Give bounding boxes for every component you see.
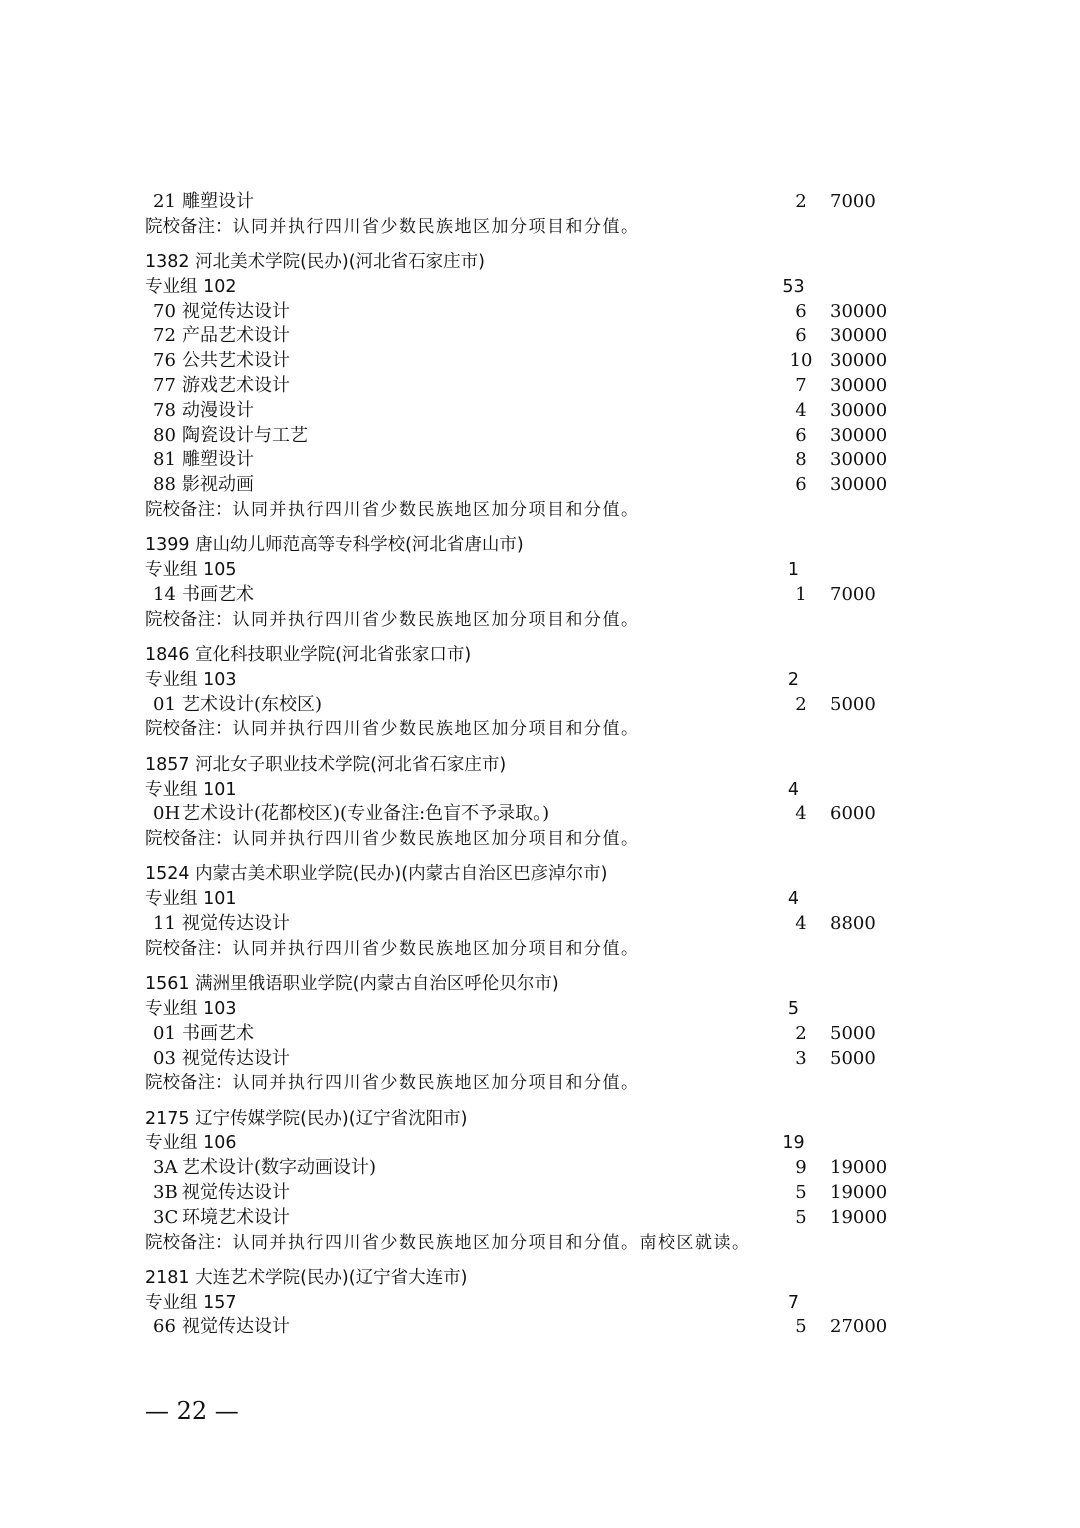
major-group-label: 专业组 157 bbox=[145, 1292, 237, 1313]
major-code: 01 bbox=[153, 1022, 176, 1044]
school-note-text: 认同并执行四川省少数民族地区加分项目和分值。南校区就读。 bbox=[232, 1232, 751, 1253]
major-group-count: 4 bbox=[787, 889, 800, 910]
major-tuition: 7000 bbox=[830, 583, 876, 605]
school-title: 1524 内蒙古美术职业学院(民办)(内蒙古自治区巴彦淖尔市) bbox=[145, 864, 608, 885]
major-name: 书画艺术 bbox=[182, 1022, 254, 1044]
major-plan-count: 8 bbox=[795, 449, 807, 471]
major-row bbox=[0, 1047, 1080, 1072]
major-code: 66 bbox=[153, 1316, 176, 1338]
school-note bbox=[0, 937, 1080, 962]
school-header bbox=[0, 250, 1080, 275]
school-note bbox=[0, 1071, 1080, 1096]
major-code: 3A bbox=[153, 1157, 178, 1179]
major-group-count: 19 bbox=[782, 1133, 805, 1154]
school-title: 1399 唐山幼儿师范高等专科学校(河北省唐山市) bbox=[145, 535, 524, 556]
major-group-count: 53 bbox=[782, 276, 805, 297]
major-tuition: 5000 bbox=[830, 1047, 876, 1069]
major-code: 80 bbox=[153, 424, 176, 446]
major-code: 11 bbox=[153, 913, 176, 935]
major-plan-count: 10 bbox=[789, 350, 813, 372]
major-name: 陶瓷设计与工艺 bbox=[182, 424, 308, 446]
school-note-content bbox=[145, 827, 640, 852]
major-name: 艺术设计(花都校区)(专业备注:色盲不予录取。) bbox=[182, 803, 550, 825]
major-plan-count: 6 bbox=[795, 325, 807, 347]
major-tuition: 19000 bbox=[830, 1206, 888, 1228]
major-tuition: 30000 bbox=[830, 375, 888, 397]
major-group-row bbox=[0, 558, 1080, 583]
school-note-text: 认同并执行四川省少数民族地区加分项目和分值。 bbox=[232, 719, 640, 740]
major-name: 公共艺术设计 bbox=[182, 350, 290, 372]
major-row bbox=[0, 424, 1080, 449]
major-group-row bbox=[0, 887, 1080, 912]
major-name: 书画艺术 bbox=[182, 583, 254, 605]
major-group-count: 4 bbox=[787, 779, 800, 800]
school-note-content bbox=[145, 498, 640, 523]
school-header bbox=[0, 753, 1080, 778]
major-code: 70 bbox=[153, 300, 176, 322]
school-note-content bbox=[145, 937, 640, 962]
school-note bbox=[0, 717, 1080, 742]
school-note-label: 院校备注： bbox=[145, 719, 233, 740]
major-group-row bbox=[0, 997, 1080, 1022]
major-code: 0H bbox=[153, 803, 181, 825]
major-row bbox=[0, 1181, 1080, 1206]
school-header bbox=[0, 972, 1080, 997]
school-note-content bbox=[145, 1071, 640, 1096]
school-note-label: 院校备注： bbox=[145, 216, 233, 237]
major-group-row bbox=[0, 668, 1080, 693]
major-name: 视觉传达设计 bbox=[182, 913, 290, 935]
school-note-text: 认同并执行四川省少数民族地区加分项目和分值。 bbox=[232, 216, 640, 237]
major-row bbox=[0, 1156, 1080, 1181]
major-name: 动漫设计 bbox=[182, 399, 254, 421]
major-name: 影视动画 bbox=[182, 474, 254, 496]
school-note-text: 认同并执行四川省少数民族地区加分项目和分值。 bbox=[232, 1073, 640, 1094]
major-tuition: 5000 bbox=[830, 1022, 876, 1044]
major-code: 76 bbox=[153, 350, 176, 372]
major-name: 视觉传达设计 bbox=[182, 1316, 290, 1338]
school-note-content bbox=[145, 215, 640, 240]
major-name: 艺术设计(数字动画设计) bbox=[182, 1157, 377, 1179]
school-note-content bbox=[145, 1231, 751, 1256]
major-tuition: 7000 bbox=[830, 191, 876, 212]
major-group-label: 专业组 101 bbox=[145, 779, 237, 800]
major-plan-count: 9 bbox=[795, 1157, 807, 1179]
page-number: — 22 — bbox=[145, 1397, 239, 1425]
school-header bbox=[0, 862, 1080, 887]
major-tuition: 30000 bbox=[830, 399, 888, 421]
major-tuition: 30000 bbox=[830, 474, 888, 496]
major-tuition: 30000 bbox=[830, 424, 888, 446]
major-row bbox=[0, 1315, 1080, 1340]
major-name: 产品艺术设计 bbox=[182, 325, 290, 347]
school-title: 1846 宣化科技职业学院(河北省张家口市) bbox=[145, 645, 472, 666]
major-name: 视觉传达设计 bbox=[182, 1181, 290, 1203]
major-code: 03 bbox=[153, 1047, 176, 1069]
school-header bbox=[0, 1266, 1080, 1291]
major-code: 78 bbox=[153, 399, 176, 421]
major-code: 14 bbox=[153, 583, 176, 605]
major-plan-count: 4 bbox=[795, 399, 807, 421]
school-note bbox=[0, 498, 1080, 523]
major-row bbox=[0, 1206, 1080, 1231]
major-row bbox=[0, 693, 1080, 718]
school-header bbox=[0, 533, 1080, 558]
major-row bbox=[0, 324, 1080, 349]
major-row bbox=[0, 448, 1080, 473]
school-note-text: 认同并执行四川省少数民族地区加分项目和分值。 bbox=[232, 609, 640, 630]
major-tuition: 19000 bbox=[830, 1157, 888, 1179]
major-plan-count: 6 bbox=[795, 424, 807, 446]
major-plan-count: 4 bbox=[795, 913, 807, 935]
document-body bbox=[0, 190, 1080, 1340]
major-code: 01 bbox=[153, 693, 176, 715]
major-name: 环境艺术设计 bbox=[182, 1206, 290, 1228]
major-plan-count: 3 bbox=[795, 1047, 807, 1069]
school-note-label: 院校备注： bbox=[145, 500, 233, 521]
major-code: 3C bbox=[153, 1206, 179, 1228]
major-group-row bbox=[0, 1291, 1080, 1316]
major-group-count: 5 bbox=[787, 998, 800, 1019]
major-tuition: 30000 bbox=[830, 350, 888, 372]
major-group-count: 2 bbox=[787, 669, 800, 690]
school-header bbox=[0, 643, 1080, 668]
major-group-label: 专业组 105 bbox=[145, 560, 237, 581]
major-tuition: 5000 bbox=[830, 693, 876, 715]
major-tuition: 6000 bbox=[830, 803, 876, 825]
school-title: 2175 辽宁传媒学院(民办)(辽宁省沈阳市) bbox=[145, 1108, 468, 1129]
major-row bbox=[0, 300, 1080, 325]
major-tuition: 8800 bbox=[830, 913, 876, 935]
school-note-text: 认同并执行四川省少数民族地区加分项目和分值。 bbox=[232, 938, 640, 959]
school-note-label: 院校备注： bbox=[145, 938, 233, 959]
major-row bbox=[0, 190, 1080, 215]
school-title: 1561 满洲里俄语职业学院(内蒙古自治区呼伦贝尔市) bbox=[145, 974, 559, 995]
major-tuition: 30000 bbox=[830, 300, 888, 322]
major-group-label: 专业组 101 bbox=[145, 889, 237, 910]
major-plan-count: 6 bbox=[795, 300, 807, 322]
major-group-label: 专业组 103 bbox=[145, 998, 237, 1019]
major-row bbox=[0, 399, 1080, 424]
school-header bbox=[0, 1107, 1080, 1132]
major-name: 视觉传达设计 bbox=[182, 300, 290, 322]
major-plan-count: 5 bbox=[795, 1181, 807, 1203]
major-name: 艺术设计(东校区) bbox=[182, 693, 323, 715]
major-row bbox=[0, 912, 1080, 937]
major-group-count: 1 bbox=[787, 560, 800, 581]
major-code: 88 bbox=[153, 474, 176, 496]
major-name: 雕塑设计 bbox=[182, 449, 254, 471]
major-group-row bbox=[0, 275, 1080, 300]
school-title: 1382 河北美术学院(民办)(河北省石家庄市) bbox=[145, 252, 485, 273]
major-plan-count: 6 bbox=[795, 474, 807, 496]
major-row bbox=[0, 1022, 1080, 1047]
school-note bbox=[0, 608, 1080, 633]
school-title: 2181 大连艺术学院(民办)(辽宁省大连市) bbox=[145, 1267, 468, 1288]
school-note-label: 院校备注： bbox=[145, 609, 233, 630]
major-plan-count: 2 bbox=[795, 191, 807, 212]
major-code: 72 bbox=[153, 325, 176, 347]
school-title: 1857 河北女子职业技术学院(河北省石家庄市) bbox=[145, 754, 507, 775]
school-note bbox=[0, 1231, 1080, 1256]
major-code: 77 bbox=[153, 375, 176, 397]
major-row bbox=[0, 473, 1080, 498]
school-note-label: 院校备注： bbox=[145, 1232, 233, 1253]
school-note-content bbox=[145, 608, 640, 633]
major-group-label: 专业组 106 bbox=[145, 1133, 237, 1154]
school-note-label: 院校备注： bbox=[145, 829, 233, 850]
major-plan-count: 2 bbox=[795, 693, 807, 715]
school-note bbox=[0, 215, 1080, 240]
major-row bbox=[0, 374, 1080, 399]
school-note-label: 院校备注： bbox=[145, 1073, 233, 1094]
major-name: 雕塑设计 bbox=[182, 191, 254, 212]
school-note-text: 认同并执行四川省少数民族地区加分项目和分值。 bbox=[232, 500, 640, 521]
major-group-row bbox=[0, 778, 1080, 803]
major-code: 81 bbox=[153, 449, 176, 471]
major-row bbox=[0, 802, 1080, 827]
major-plan-count: 4 bbox=[795, 803, 807, 825]
major-tuition: 27000 bbox=[830, 1316, 888, 1338]
school-note-text: 认同并执行四川省少数民族地区加分项目和分值。 bbox=[232, 829, 640, 850]
major-group-label: 专业组 102 bbox=[145, 276, 237, 297]
major-tuition: 30000 bbox=[830, 325, 888, 347]
major-group-label: 专业组 103 bbox=[145, 669, 237, 690]
major-code: 21 bbox=[153, 191, 176, 212]
major-tuition: 30000 bbox=[830, 449, 888, 471]
major-name: 游戏艺术设计 bbox=[182, 375, 290, 397]
school-note-content bbox=[145, 717, 640, 742]
major-group-count: 7 bbox=[787, 1292, 800, 1313]
major-row bbox=[0, 349, 1080, 374]
major-plan-count: 1 bbox=[795, 583, 807, 605]
school-note bbox=[0, 827, 1080, 852]
major-plan-count: 5 bbox=[795, 1316, 807, 1338]
major-name: 视觉传达设计 bbox=[182, 1047, 290, 1069]
major-code: 3B bbox=[153, 1181, 178, 1203]
major-plan-count: 5 bbox=[795, 1206, 807, 1228]
major-row bbox=[0, 583, 1080, 608]
major-group-row bbox=[0, 1131, 1080, 1156]
major-plan-count: 2 bbox=[795, 1022, 807, 1044]
major-plan-count: 7 bbox=[795, 375, 807, 397]
major-tuition: 19000 bbox=[830, 1181, 888, 1203]
